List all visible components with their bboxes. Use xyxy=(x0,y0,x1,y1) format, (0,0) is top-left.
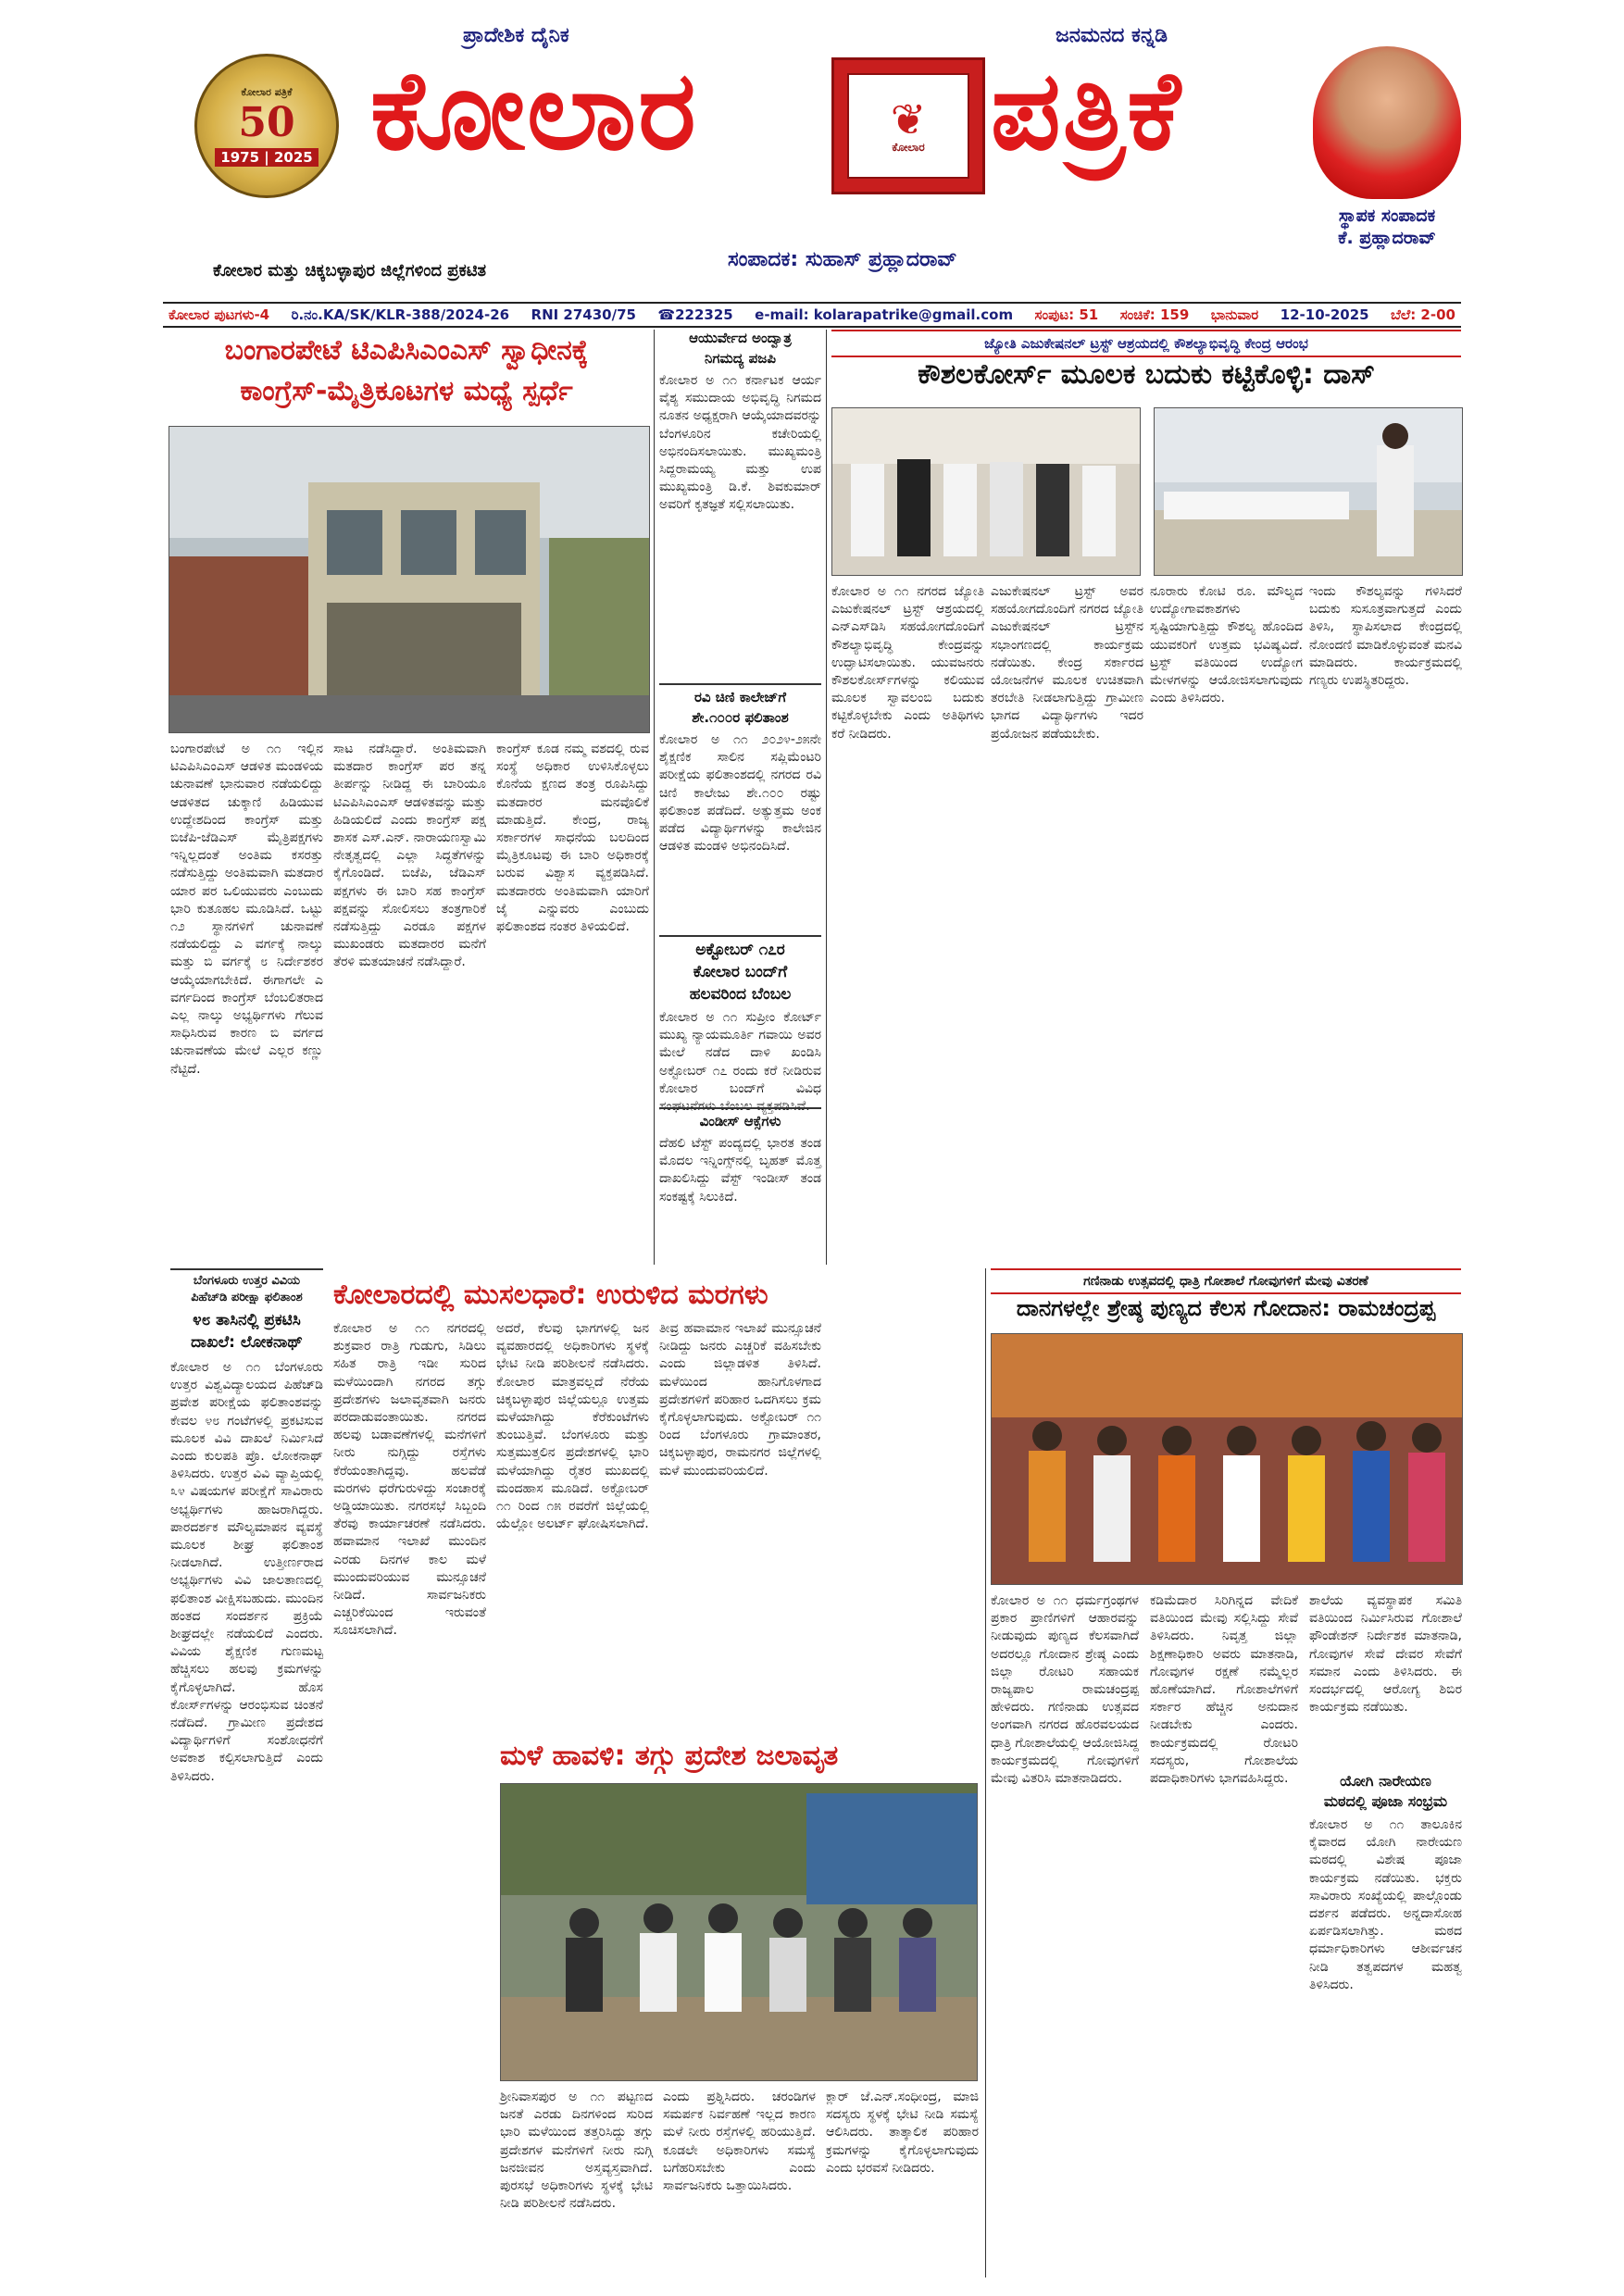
column-divider xyxy=(654,330,655,1265)
whisker-head: ವಿಂಡೀಸ್ ಆಕ್ಸೆಗಳು xyxy=(699,1113,781,1129)
ayurveda-body: ಕೋಲಾರ ಅ ೧೧ ಕರ್ನಾಟಕ ಆರ್ಯ ವೈಶ್ಯ ಸಮುದಾಯ ಅಭಿವೃದ್ಧಿ ನಿಗಮದ ನೂತನ ಅಧ್ಯಕ್ಷರಾಗಿ ಆಯ್ಕೆಯಾದವರನ್ನು ಬೆಂಗಳೂರಿನ ಕಚೇರಿಯಲ್ಲಿ ಅಭಿನಂದಿಸಲಾಯಿತು. ಮುಖ್ಯಮಂತ್ರಿ ಸಿದ್ದರಾಮಯ್ಯ ಮತ್ತು ಉಪ ಮುಖ್ಯಮಂತ್ರಿ ಡಿ.ಕೆ. ಶಿವಕುಮಾರ್ ಅವರಿಗೆ ಕೃತಜ್ಞತೆ ಸಲ್ಲಿಸಲಾಯಿತು. xyxy=(659,373,821,513)
skill-photo-2 xyxy=(1154,407,1463,576)
rain-col1: ಕೋಲಾರ ಅ ೧೧ ನಗರದಲ್ಲಿ ಶುಕ್ರವಾರ ರಾತ್ರಿ ಗುಡುಗು, ಸಿಡಿಲು ಸಹಿತ ರಾತ್ರಿ ಇಡೀ ಸುರಿದ ಮಳೆಯಿಂದಾಗಿ ನಗರದ ತಗ್ಗು ಪ್ರದೇಶಗಳು ಜಲಾವೃತವಾಗಿ ಜನರು ಪರದಾಡುವಂತಾಯಿತು. ನಗರದ ಹಲವು ಬಡಾವಣೆಗಳಲ್ಲಿ ಮನೆಗಳಿಗೆ ನೀರು ನುಗ್ಗಿದ್ದು ರಸ್ತೆಗಳು ಕೆರೆಯಂತಾಗಿದ್ದವು. ಹಲವೆಡೆ ಮರಗಳು ಧರೆಗುರುಳಿದ್ದು ಸಂಚಾರಕ್ಕೆ ಅಡ್ಡಿಯಾಯಿತು. ನಗರಸಭೆ ಸಿಬ್ಬಂದಿ ತೆರವು ಕಾರ್ಯಾಚರಣೆ ನಡೆಸಿದರು. ಹವಾಮಾನ ಇಲಾಖೆ ಮುಂದಿನ ಎರಡು ದಿನಗಳ ಕಾಲ ಮಳೆ ಮುಂದುವರಿಯುವ ಮುನ್ಸೂಚನೆ ನೀಡಿದೆ. ಸಾರ್ವಜನಿಕರು ಎಚ್ಚರಿಕೆಯಿಂದ ಇರುವಂತೆ ಸೂಚಿಸಲಾಗಿದೆ. xyxy=(333,1321,486,1639)
top-left-tag: ಪ್ರಾದೇಶಿಕ ದೈನಿಕ xyxy=(463,24,569,47)
onion-head-2: ಕೋಲಾರ ಬಂದ್‌ಗೆ xyxy=(693,963,788,981)
info-bar xyxy=(163,302,1461,328)
column-divider xyxy=(826,330,827,1265)
donation-headline: ದಾನಗಳಲ್ಲೇ ಶ್ರೇಷ್ಠ ಪುಣ್ಯದ ಕೆಲಸ ಗೋದಾನ: ರಾಮಚಂದ್ರಪ್ಪ xyxy=(1016,1295,1436,1321)
donation-col2: ಕಡಿಮೆದಾರ ಸಿರಿಗಿನ್ನದ ವೇದಿಕೆ ವತಿಯಿಂದ ಮೇವು ಸಲ್ಲಿಸಿದ್ದು ಸೇವೆ ತಿಳಿಸಿದರು. ನಿವೃತ್ತ ಜಿಲ್ಲಾ ಶಿಕ್ಷಣಾಧಿಕಾರಿ ಅವರು ಮಾತನಾಡಿ, ಗೋವುಗಳ ರಕ್ಷಣೆ ನಮ್ಮೆಲ್ಲರ ಹೊಣೆಯಾಗಿದೆ. ಗೋಶಾಲೆಗಳಿಗೆ ಸರ್ಕಾರ ಹೆಚ್ಚಿನ ಅನುದಾನ ನೀಡಬೇಕು ಎಂದರು. ಕಾರ್ಯಕ್ರಮದಲ್ಲಿ ರೋಟರಿ ಸದಸ್ಯರು, ಗೋಶಾಲೆಯ ಪದಾಧಿಕಾರಿಗಳು ಭಾಗವಹಿಸಿದ್ದರು. xyxy=(1150,1593,1298,1787)
rule xyxy=(170,1268,323,1270)
issue: ಸಂಚಿಕೆ: 159 xyxy=(1119,306,1190,323)
emblem xyxy=(831,57,985,194)
donation-banner: ಗಣಿನಾಡು ಉತ್ಸವದಲ್ಲಿ ಧಾತ್ರಿ ಗೋಶಾಲೆ ಗೋವುಗಳಿಗೆ ಮೇವು ವಿತರಣೆ xyxy=(991,1268,1461,1294)
rule xyxy=(659,1107,821,1109)
editor-line: ಸಂಪಾದಕ: ಸುಹಾಸ್ ಪ್ರಹ್ಲಾದರಾವ್ xyxy=(728,248,957,271)
emblem-icon: ❦ xyxy=(890,94,927,144)
skill-photo-1 xyxy=(831,407,1141,576)
flood-col2: ಎಂದು ಪ್ರಶ್ನಿಸಿದರು. ಚರಂಡಿಗಳ ಸಮರ್ಪಕ ನಿರ್ವಹಣೆ ಇಲ್ಲದ ಕಾರಣ ಮಳೆ ನೀರು ರಸ್ತೆಗಳಲ್ಲಿ ಹರಿಯುತ್ತಿದೆ. ಕೂಡಲೇ ಅಧಿಕಾರಿಗಳು ಸಮಸ್ಯೆ ಬಗೆಹರಿಸಬೇಕು ಎಂದು ಸಾರ್ವಜನಿಕರು ಒತ್ತಾಯಿಸಿದರು. xyxy=(663,2090,816,2194)
emblem-caption: ಕೋಲಾರ xyxy=(892,140,925,154)
flood-col1: ಶ್ರೀನಿವಾಸಪುರ ಅ ೧೧ ಪಟ್ಟಣದ ಜನತೆ ಎರಡು ದಿನಗಳಿಂದ ಸುರಿದ ಭಾರಿ ಮಳೆಯಿಂದ ತತ್ತರಿಸಿದ್ದು ತಗ್ಗು ಪ್ರದೇಶಗಳ ಮನೆಗಳಿಗೆ ನೀರು ನುಗ್ಗಿ ಜನಜೀವನ ಅಸ್ತವ್ಯಸ್ತವಾಗಿದೆ. ಪುರಸಭೆ ಅಧಿಕಾರಿಗಳು ಸ್ಥಳಕ್ಕೆ ಭೇಟಿ ನೀಡಿ ಪರಿಶೀಲನೆ ನಡೆಸಿದರು. xyxy=(500,2090,653,2212)
rain-col3: ತೀವ್ರ ಹವಾಮಾನ ಇಲಾಖೆ ಮುನ್ಸೂಚನೆ ನೀಡಿದ್ದು ಜನರು ಎಚ್ಚರಿಕೆ ವಹಿಸಬೇಕು ಎಂದು ಜಿಲ್ಲಾಡಳಿತ ತಿಳಿಸಿದೆ. ಮಳೆಯಿಂದ ಹಾನಿಗೊಳಗಾದ ಪ್ರದೇಶಗಳಿಗೆ ಪರಿಹಾರ ಒದಗಿಸಲು ಕ್ರಮ ಕೈಗೊಳ್ಳಲಾಗುವುದು. ಅಕ್ಟೋಬರ್ ೧೧ ರಿಂದ ಬೆಂಗಳೂರು ಗ್ರಾಮಾಂತರ, ಚಿಕ್ಕಬಳ್ಳಾಪುರ, ರಾಮನಗರ ಜಿಲ್ಲೆಗಳಲ್ಲಿ ಮಳೆ ಮುಂದುವರಿಯಲಿದೆ. xyxy=(659,1321,821,1479)
title-right: ಪತ್ರಿಕೆ xyxy=(991,46,1182,174)
rain-headline: ಕೋಲಾರದಲ್ಲಿ ಮುಸಲಧಾರೆ: ಉರುಳಿದ ಮರಗಳು xyxy=(333,1279,768,1311)
college-body: ಕೋಲಾರ ಅ ೧೧ ೨೦೨೪-೨೫ನೇ ಶೈಕ್ಷಣಿಕ ಸಾಲಿನ ಸಪ್ಲಿಮೆಂಟರಿ ಪರೀಕ್ಷೆಯ ಫಲಿತಾಂಶದಲ್ಲಿ ನಗರದ ರವಿ ಚಿಣಿ ಕಾಲೇಜು ಶೇ.೧೦೦ ರಷ್ಟು ಫಲಿತಾಂಶ ಪಡೆದಿದೆ. ಅತ್ಯುತ್ತಮ ಅಂಕ ಪಡೆದ ವಿದ್ಯಾರ್ಥಿಗಳನ್ನು ಕಾಲೇಜಿನ ಆಡಳಿತ ಮಂಡಳಿ ಅಭಿನಂದಿಸಿದೆ. xyxy=(659,732,821,855)
subtitle: ಕೋಲಾರ ಮತ್ತು ಚಿಕ್ಕಬಳ್ಳಾಪುರ ಜಿಲ್ಲೆಗಳಿಂದ ಪ್ರಕಟಿತ xyxy=(213,261,487,281)
date: 12-10-2025 xyxy=(1280,306,1369,323)
phone-number: ☎222325 xyxy=(657,306,733,323)
logo-ring-text: ಕೋಲಾರ ಪತ್ರಿಕೆ xyxy=(241,85,293,98)
email: e-mail: kolarapatrike@gmail.com xyxy=(755,306,1014,323)
donation-col3: ಶಾಲೆಯ ವ್ಯವಸ್ಥಾಪಕ ಸಮಿತಿ ವತಿಯಿಂದ ನಿರ್ಮಿಸಿರುವ ಗೋಶಾಲೆ ಫೌಂಡೇಶನ್ ನಿರ್ದೇಶಕ ಮಾತನಾಡಿ, ಗೋವುಗಳ ಸೇವೆ ದೇವರ ಸೇವೆಗೆ ಸಮಾನ ಎಂದು ತಿಳಿಸಿದರು. ಈ ಸಂದರ್ಭದಲ್ಲಿ ಆರೋಗ್ಯ ಶಿಬಿರ ಕಾರ್ಯಕ್ರಮ ನಡೆಯಿತು. xyxy=(1309,1593,1462,1716)
logo-years: 1975 | 2025 xyxy=(215,148,318,167)
skill-col1: ಕೋಲಾರ ಅ ೧೧ ನಗರದ ಜ್ಯೋತಿ ಎಜುಕೇಷನಲ್ ಟ್ರಸ್ಟ್ ಆಶ್ರಯದಲ್ಲಿ ಎನ್‌ಎಸ್‌ಡಿಸಿ ಸಹಯೋಗದೊಂದಿಗೆ ಕೌಶಲ್ಯಾಭಿವೃದ್ಧಿ ಕೇಂದ್ರವನ್ನು ಉದ್ಘಾಟಿಸಲಾಯಿತು. ಯುವಜನರು ಕೌಶಲಕೋರ್ಸ್‌ಗಳನ್ನು ಕಲಿಯುವ ಮೂಲಕ ಸ್ವಾವಲಂಬಿ ಬದುಕು ಕಟ್ಟಿಕೊಳ್ಳಬೇಕು ಎಂದು ಅತಿಥಿಗಳು ಕರೆ ನೀಡಿದರು. xyxy=(831,584,984,742)
skill-headline: ಕೌಶಲಕೋರ್ಸ್ ಮೂಲಕ ಬದುಕು ಕಟ್ಟಿಕೊಳ್ಳಿ: ದಾಸ್ xyxy=(918,358,1375,391)
article1-col3: ಕಾಂಗ್ರೆಸ್ ಕೂಡ ನಮ್ಮ ವಶದಲ್ಲಿ ರುವ ಸಂಸ್ಥೆ ಅಧಿಕಾರ ಉಳಿಸಿಕೊಳ್ಳಲು ಕೊನೆಯ ಕ್ಷಣದ ತಂತ್ರ ರೂಪಿಸಿದ್ದು ಮತದಾರರ ಮನವೊಲಿಕೆ ಮಾಡುತ್ತಿದೆ. ಕೇಂದ್ರ, ರಾಜ್ಯ ಸರ್ಕಾರಗಳ ಸಾಧನೆಯ ಬಲದಿಂದ ಮೈತ್ರಿಕೂಟವು ಈ ಬಾರಿ ಅಧಿಕಾರಕ್ಕೆ ಬರುವ ವಿಶ್ವಾಸ ವ್ಯಕ್ತಪಡಿಸಿದೆ. ಮತದಾರರು ಅಂತಿಮವಾಗಿ ಯಾರಿಗೆ ಜೈ ಎನ್ನುವರು ಎಂಬುದು ಫಲಿತಾಂಶದ ನಂತರ ತಿಳಿಯಲಿದೆ. xyxy=(496,742,649,935)
logo-number: 50 xyxy=(238,98,295,146)
day: ಭಾನುವಾರ xyxy=(1210,306,1259,323)
rule xyxy=(659,935,821,937)
onion-body: ಕೋಲಾರ ಅ ೧೧ ಸುಪ್ರೀಂ ಕೋರ್ಟ್ ಮುಖ್ಯ ನ್ಯಾಯಮೂರ್ತಿ ಗವಾಯಿ ಅವರ ಮೇಲೆ ನಡೆದ ದಾಳಿ ಖಂಡಿಸಿ ಅಕ್ಟೋಬರ್ ೧೭ ರಂದು ಕರೆ ನೀಡಿರುವ ಕೋಲಾರ ಬಂದ್‌ಗೆ ವಿವಿಧ xyxy=(659,1010,821,1096)
yogi-head-2: ಮಠದಲ್ಲಿ ಪೂಜಾ ಸಂಭ್ರಮ xyxy=(1323,1792,1448,1810)
article1-col1: ಬಂಗಾರಪೇಟೆ ಅ ೧೧ ಇಲ್ಲಿನ ಟಿಎಪಿಸಿಎಂಎಸ್ ಆಡಳಿತ ಮಂಡಳಿಯ ಚುನಾವಣೆ ಭಾನುವಾರ ನಡೆಯಲಿದ್ದು ಆಡಳಿತದ ಚುಕ್ಕಾಣಿ ಹಿಡಿಯುವ ಉದ್ದೇಶದಿಂದ ಕಾಂಗ್ರೆಸ್ ಮತ್ತು ಬಿಜೆಪಿ-ಜೆಡಿಎಸ್ ಮೈತ್ರಿಪಕ್ಷಗಳು ಇನ್ನಿಲ್ಲದಂತೆ ಅಂತಿಮ ಕಸರತ್ತು ನಡೆಸುತ್ತಿದ್ದು ಅಂತಿಮವಾಗಿ ಮತದಾರ ಯಾರ ಪರ ಒಲಿಯುವರು ಎಂಬುದು ಭಾರಿ ಕುತೂಹಲ ಮೂಡಿಸಿದೆ. ಒಟ್ಟು ೧೨ ಸ್ಥಾನಗಳಿಗೆ ಚುನಾವಣೆ ನಡೆಯಲಿದ್ದು ಎ ವರ್ಗಕ್ಕೆ ನಾಲ್ಕು ಮತ್ತು ಬಿ ವರ್ಗಕ್ಕೆ ೮ ನಿರ್ದೇಶಕರ ಆಯ್ಕೆಯಾಗಬೇಕಿದೆ. ಈಗಾಗಲೇ ಎ ವರ್ಗದಿಂದ ಕಾಂಗ್ರೆಸ್ ಬೆಂಬಲಿತರಾದ ಎಲ್ಲ ನಾಲ್ಕು ಅಭ್ಯರ್ಥಿಗಳು ಗೆಲುವ ಸಾಧಿಸಿರುವ ಕಾರಣ ಬಿ ವರ್ಗದ ಚುನಾವಣೆಯ ಮೇಲೆ ಎಲ್ಲರ ಕಣ್ಣು ನೆಟ್ಟಿದೆ. xyxy=(170,742,323,1077)
phd-subhead-1: ಬೆಂಗಳೂರು ಉತ್ತರ ವಿವಿಯ xyxy=(193,1274,301,1288)
title-left: ಕೋಲಾರ xyxy=(370,46,698,174)
onion-head-1: ಅಕ್ಟೋಬರ್ ೧೭ರ xyxy=(695,941,785,959)
price: ಬೆಲೆ: 2-00 xyxy=(1391,306,1455,323)
flood-col3: ಕ್ಲಾರ್ ಜೆ.ಎನ್.ಸಂಧೀಂದ್ರ, ಮಾಜಿ ಸದಸ್ಯರು ಸ್ಥಳಕ್ಕೆ ಭೇಟಿ ನೀಡಿ ಸಮಸ್ಯೆ ಆಲಿಸಿದರು. ತಾತ್ಕಾಲಿಕ ಪರಿಹಾರ ಕ್ರಮಗಳನ್ನು ಕೈಗೊಳ್ಳಲಾಗುವುದು ಎಂದು ಭರವಸೆ ನೀಡಿದರು. xyxy=(826,2090,979,2176)
article1-headline-1: ಬಂಗಾರಪೇಟೆ ಟಿಎಪಿಸಿಎಂಎಸ್ ಸ್ವಾಧೀನಕ್ಕೆ xyxy=(224,334,589,367)
donation-col1: ಕೋಲಾರ ಅ ೧೧ ಧರ್ಮಗ್ರಂಥಗಳ ಪ್ರಕಾರ ಪ್ರಾಣಿಗಳಿಗೆ ಆಹಾರವನ್ನು ನೀಡುವುದು ಪುಣ್ಯದ ಕೆಲಸವಾಗಿದೆ ಅದರಲ್ಲೂ ಗೋದಾನ ಶ್ರೇಷ್ಠ ಎಂದು ಜಿಲ್ಲಾ ರೋಟರಿ ಸಹಾಯಕ ರಾಜ್ಯಪಾಲ ರಾಮಚಂದ್ರಪ್ಪ ಹೇಳಿದರು. ಗಣಿನಾಡು ಉತ್ಸವದ ಅಂಗವಾಗಿ ನಗರದ ಹೊರವಲಯದ ಧಾತ್ರಿ ಗೋಶಾಲೆಯಲ್ಲಿ ಆಯೋಜಿಸಿದ್ದ ಕಾರ್ಯಕ್ರಮದಲ್ಲಿ ಗೋವುಗಳಿಗೆ ಮೇವು ವಿತರಿಸಿ ಮಾತನಾಡಿದರು. xyxy=(991,1593,1139,1787)
rni-number: RNI 27430/75 xyxy=(531,306,636,323)
skill-col4: ಇಂದು ಕೌಶಲ್ಯವನ್ನು ಗಳಿಸಿದರೆ ಬದುಕು ಸುಸೂತ್ರವಾಗುತ್ತದೆ ಎಂದು ತಿಳಿಸಿ, ಸ್ಥಾಪಿಸಲಾದ ಕೇಂದ್ರದಲ್ಲಿ ನೋಂದಣಿ ಮಾಡಿಕೊಳ್ಳುವಂತೆ ಮನವಿ ಮಾಡಿದರು. ಕಾರ್ಯಕ್ರಮದಲ್ಲಿ ಗಣ್ಯರು ಉಪಸ್ಥಿತರಿದ್ದರು. xyxy=(1309,584,1462,689)
skill-banner: ಜ್ಯೋತಿ ಎಜುಕೇಷನಲ್ ಟ್ರಸ್ಟ್ ಆಶ್ರಯದಲ್ಲಿ ಕೌಶಲ್ಯಾಭಿವೃದ್ಧಿ ಕೇಂದ್ರ ಆರಂಭ xyxy=(831,330,1461,357)
rain-col2: ಅದರೆ, ಕೆಲವು ಭಾಗಗಳಲ್ಲಿ ಜನ ವ್ಯವಹಾರದಲ್ಲಿ ಅಧಿಕಾರಿಗಳು ಸ್ಥಳಕ್ಕೆ ಭೇಟಿ ನೀಡಿ ಪರಿಶೀಲನೆ ನಡೆಸಿದರು. ಕೋಲಾರ ಮಾತ್ರವಲ್ಲದೆ ನೆರೆಯ ಚಿಕ್ಕಬಳ್ಳಾಪುರ ಜಿಲ್ಲೆಯಲ್ಲೂ ಉತ್ತಮ ಮಳೆಯಾಗಿದ್ದು ಕೆರೆಕುಂಟೆಗಳು ತುಂಬುತ್ತಿವೆ. ಬೆಂಗಳೂರು ಮತ್ತು ಸುತ್ತಮುತ್ತಲಿನ ಪ್ರದೇಶಗಳಲ್ಲಿ ಭಾರಿ ಮಳೆಯಾಗಿದ್ದು ರೈತರ ಮುಖದಲ್ಲಿ ಮಂದಹಾಸ ಮೂಡಿದೆ. ಅಕ್ಟೋಬರ್ ೧೧ ರಿಂದ ೧೫ ರವರೆಗೆ ಜಿಲ್ಲೆಯಲ್ಲಿ ಯೆಲ್ಲೋ ಅಲರ್ಟ್ ಘೋಷಿಸಲಾಗಿದೆ. xyxy=(496,1321,649,1532)
phd-headline-2: ದಾಖಲೆ: ಲೋಕನಾಥ್ xyxy=(191,1333,303,1352)
registration-number: ರಿ.ನಂ.KA/SK/KLR-388/2024-26 xyxy=(291,306,510,323)
article1-headline-2: ಕಾಂಗ್ರೆಸ್-ಮೈತ್ರಿಕೂಟಗಳ ಮಧ್ಯೆ ಸ್ಪರ್ಧೆ xyxy=(240,375,573,407)
yogi-body: ಕೋಲಾರ ಅ ೧೧ ತಾಲೂಕಿನ ಕೈವಾರದ ಯೋಗಿ ನಾರೇಯಣ ಮಠದಲ್ಲಿ ವಿಶೇಷ ಪೂಜಾ ಕಾರ್ಯಕ್ರಮ ನಡೆಯಿತು. ಭಕ್ತರು ಸಾವಿರಾರು ಸಂಖ್ಯೆಯಲ್ಲಿ ಪಾಲ್ಗೊಂಡು ದರ್ಶನ ಪಡೆದರು. ಅನ್ನದಾಸೋಹ ಏರ್ಪಡಿಸಲಾಗಿತ್ತು. ಮಠದ ಧರ್ಮಾಧಿಕಾರಿಗಳು ಆಶೀರ್ವಚನ ನೀಡಿ ತತ್ವಪದಗಳ ಮಹತ್ವ ತಿಳಿಸಿದರು. xyxy=(1309,1817,1462,1992)
skill-col2: ಎಜುಕೇಷನಲ್ ಟ್ರಸ್ಟ್ ಅವರ ಸಹಯೋಗದೊಂದಿಗೆ ನಗರದ ಜ್ಯೋತಿ ಎಜುಕೇಷನಲ್ ಟ್ರಸ್ಟ್‌ನ ಸಭಾಂಗಣದಲ್ಲಿ ಕಾರ್ಯಕ್ರಮ ನಡೆಯಿತು. ಕೇಂದ್ರ ಸರ್ಕಾರದ ಯೋಜನೆಗಳ ಮೂಲಕ ಉಚಿತವಾಗಿ ತರಬೇತಿ ನೀಡಲಾಗುತ್ತಿದ್ದು ಗ್ರಾಮೀಣ ಭಾಗದ ವಿದ್ಯಾರ್ಥಿಗಳು ಇದರ ಪ್ರಯೋಜನ ಪಡೆಯಬೇಕು. xyxy=(991,584,1143,742)
ayurveda-head-2: ನಿಗಮದ್ಯ ಪಜಪಿ xyxy=(704,350,776,367)
flood-headline: ಮಳೆ ಹಾವಳಿ: ತಗ್ಗು ಪ್ರದೇಶ ಜಲಾವೃತ xyxy=(500,1740,839,1772)
article1-col2: ಸಾಟ ನಡೆಸಿದ್ದಾರೆ. ಅಂತಿಮವಾಗಿ ಮತದಾರ ಕಾಂಗ್ರೆಸ್ ಪರ ತನ್ನ ತೀರ್ಪನ್ನು ನೀಡಿದ್ದ ಈ ಬಾರಿಯೂ ಟಿಎಪಿಸಿಎಂಎಸ್ ಆಡಳಿತವನ್ನು ಮತ್ತು ಹಿಡಿಯಲಿದೆ ಎಂದು ಕಾಂಗ್ರೆಸ್ ಪಕ್ಷ ಶಾಸಕ ಎಸ್.ಎನ್. ನಾರಾಯಣಸ್ವಾಮಿ ನೇತೃತ್ವದಲ್ಲಿ ಎಲ್ಲಾ ಸಿದ್ಧತೆಗಳನ್ನು ಕೈಗೊಂಡಿದೆ. ಬಿಜೆಪಿ, ಜೆಡಿಎಸ್ ಪಕ್ಷಗಳು ಈ ಬಾರಿ ಸಹ ಕಾಂಗ್ರೆಸ್ ಪಕ್ಷವನ್ನು ಸೋಲಿಸಲು ತಂತ್ರಗಾರಿಕೆ ನಡೆಸುತ್ತಿದ್ದು ಎರಡೂ ಪಕ್ಷಗಳ ಮುಖಂಡರು ಮತದಾರರ ಮನೆಗೆ ತೆರಳಿ ಮತಯಾಚನೆ ನಡೆಸಿದ್ದಾರೆ. xyxy=(333,742,486,970)
volume: ಸಂಪುಟ: 51 xyxy=(1034,306,1099,323)
phd-subhead-2: ಪಿಹೆಚ್‌ಡಿ ಪರೀಕ್ಷಾ ಫಲಿತಾಂಶ xyxy=(191,1291,303,1304)
onion-head-3: ಹಲವರಿಂದ ಬೆಂಬಲ xyxy=(689,985,792,1004)
donation-photo xyxy=(991,1333,1463,1585)
whisker-body: ದೆಹಲಿ ಟೆಸ್ಟ್ ಪಂದ್ಯದಲ್ಲಿ ಭಾರತ ತಂಡ ಮೊದಲ ಇನ್ನಿಂಗ್ಸ್‌ನಲ್ಲಿ ಬೃಹತ್ ಮೊತ್ತ ದಾಖಲಿಸಿದ್ದು ವೆಸ್ಟ್ ಇಂಡೀಸ್ ತಂಡ ಸಂಕಷ್ಟಕ್ಕೆ ಸಿಲುಕಿದೆ. xyxy=(659,1136,821,1204)
tapcms-building-photo xyxy=(169,426,650,733)
phd-body: ಕೋಲಾರ ಅ ೧೧ ಬೆಂಗಳೂರು ಉತ್ತರ ವಿಶ್ವವಿದ್ಯಾಲಯದ ಪಿಹೆಚ್‌ಡಿ ಪ್ರವೇಶ ಪರೀಕ್ಷೆಯ ಫಲಿತಾಂಶವನ್ನು ಕೇವಲ ೪೮ ಗಂಟೆಗಳಲ್ಲಿ ಪ್ರಕಟಿಸುವ ಮೂಲಕ ವಿವಿ ದಾಖಲೆ ನಿರ್ಮಿಸಿದೆ ಎಂದು ಕುಲಪತಿ ಪ್ರೊ. ಲೋಕನಾಥ್ ತಿಳಿಸಿದರು. ಉತ್ತರ ವಿವಿ ವ್ಯಾಪ್ತಿಯಲ್ಲಿ ೩೪ ವಿಷಯಗಳ ಪರೀಕ್ಷೆಗೆ ಸಾವಿರಾರು ಅಭ್ಯರ್ಥಿಗಳು ಹಾಜರಾಗಿದ್ದರು. ಪಾರದರ್ಶಕ ಮೌಲ್ಯಮಾಪನ ವ್ಯವಸ್ಥೆ ಮೂಲಕ ಶೀಘ್ರ ಫಲಿತಾಂಶ ನೀಡಲಾಗಿದೆ. ಉತ್ತೀರ್ಣರಾದ ಅಭ್ಯರ್ಥಿಗಳು ವಿವಿ ಜಾಲತಾಣದಲ್ಲಿ ಫಲಿತಾಂಶ ವೀಕ್ಷಿಸಬಹುದು. ಮುಂದಿನ ಹಂತದ ಸಂದರ್ಶನ ಪ್ರಕ್ರಿಯೆ ಶೀಘ್ರದಲ್ಲೇ ನಡೆಯಲಿದೆ ಎಂದರು. ವಿವಿಯ ಶೈಕ್ಷಣಿಕ ಗುಣಮಟ್ಟ ಹೆಚ್ಚಿಸಲು ಹಲವು ಕ್ರಮಗಳನ್ನು ಕೈಗೊಳ್ಳಲಾಗಿದೆ. ಹೊಸ ಕೋರ್ಸ್‌ಗಳನ್ನು ಆರಂಭಿಸುವ ಚಿಂತನೆ ನಡೆದಿದೆ. ಗ್ರಾಮೀಣ ಪ್ರದೇಶದ ವಿದ್ಯಾರ್ಥಿಗಳಿಗೆ ಸಂಶೋಧನೆಗೆ ಅವಕಾಶ ಕಲ್ಪಿಸಲಾಗುತ್ತಿದೆ ಎಂದು ತಿಳಿಸಿದರು. xyxy=(170,1360,323,1784)
phd-headline-1: ೪೮ ತಾಸಿನಲ್ಲಿ ಪ್ರಕಟಿಸಿ xyxy=(193,1311,301,1329)
skill-col3: ನೂರಾರು ಕೋಟಿ ರೂ. ಮೌಲ್ಯದ ಉದ್ಯೋಗಾವಕಾಶಗಳು ಸೃಷ್ಟಿಯಾಗುತ್ತಿದ್ದು ಕೌಶಲ್ಯ ಹೊಂದಿದ ಯುವಕರಿಗೆ ಉತ್ತಮ ಭವಿಷ್ಯವಿದೆ. ಟ್ರಸ್ಟ್ ವತಿಯಿಂದ ಉದ್ಯೋಗ ಮೇಳಗಳನ್ನು ಆಯೋಜಿಸಲಾಗುವುದು ಎಂದು ತಿಳಿಸಿದರು. xyxy=(1150,584,1303,706)
founder-caption-2: ಕೆ. ಪ್ರಹ್ಲಾದರಾವ್ xyxy=(1338,228,1436,248)
top-right-tag: ಜನಮನದ ಕನ್ನಡಿ xyxy=(1056,24,1168,47)
yogi-head-1: ಯೋಗಿ ನಾರೇಯಣ xyxy=(1340,1772,1431,1790)
anniversary-logo xyxy=(194,54,339,198)
ayurveda-head-1: ಆಯುರ್ವೇದ ಅಂದ್ವಾತ್ರ xyxy=(689,330,792,346)
rule xyxy=(659,683,821,685)
college-head-2: ಶೇ.೧೦೦ರ ಫಲಿತಾಂಶ xyxy=(692,709,789,726)
founder-caption-1: ಸ್ಥಾಪಕ ಸಂಪಾದಕ xyxy=(1338,206,1436,226)
founder-photo xyxy=(1313,46,1461,199)
column-divider xyxy=(985,1268,986,2277)
pages-count: ಕೋಲಾರ ಪುಟಗಳು-4 xyxy=(169,306,270,323)
college-head-1: ರವಿ ಚಿಣಿ ಕಾಲೇಜ್‌ಗೆ xyxy=(693,689,787,705)
flood-photo xyxy=(500,1783,978,2081)
